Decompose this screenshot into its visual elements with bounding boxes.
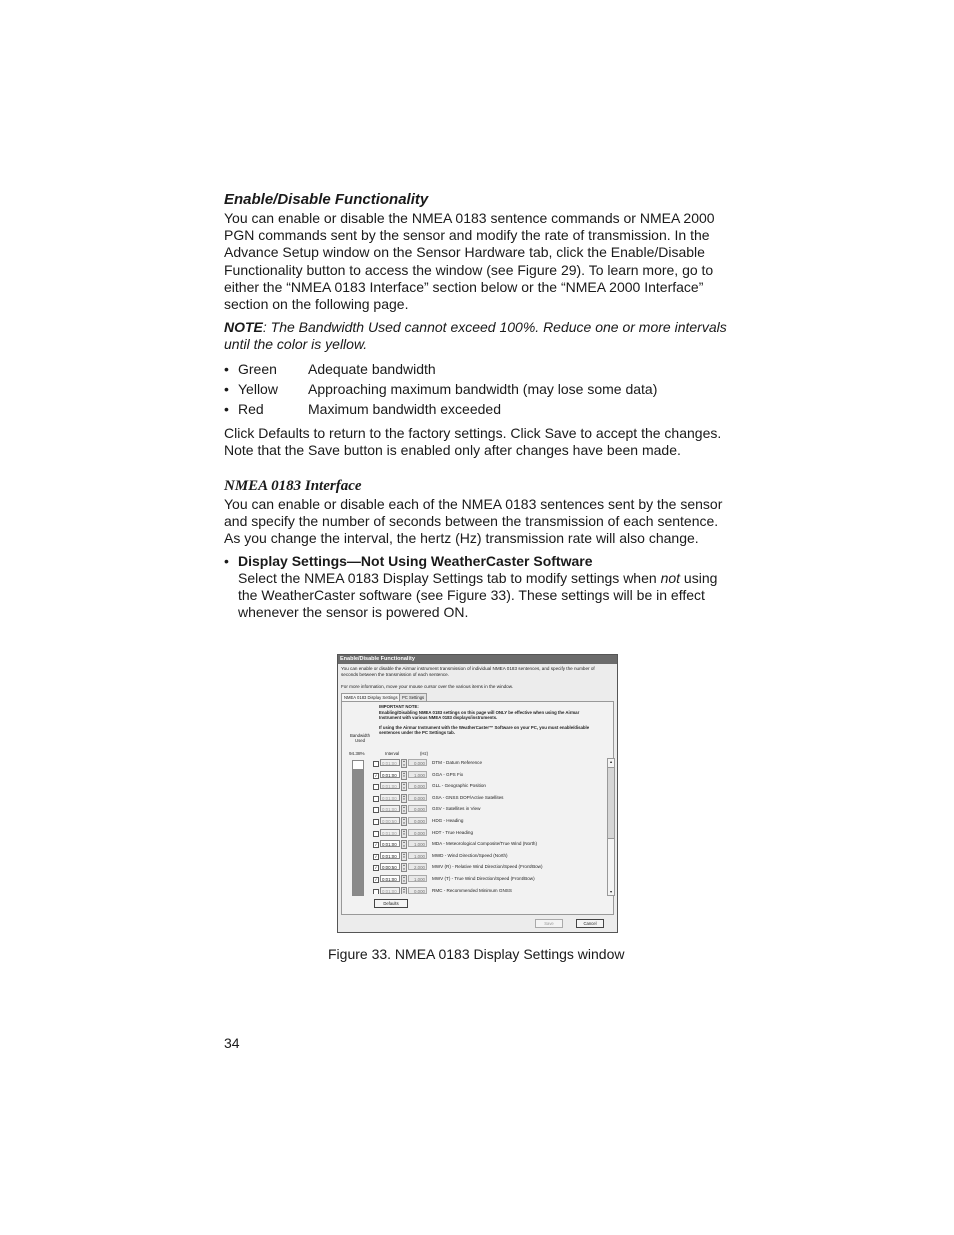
sentence-row [370, 804, 605, 816]
interval-input[interactable]: 0:01:00 [380, 852, 400, 859]
interval-spinner-icon[interactable]: ▴ ▾ [401, 875, 407, 884]
hz-readout: 1.000 [408, 875, 427, 882]
interval-input[interactable]: 0:01:00 [380, 782, 400, 789]
section-heading-nmea-0183: NMEA 0183 Interface [224, 478, 362, 494]
sentence-row [370, 781, 605, 793]
sentence-name: MDA - Meteorological Composite/True Wind (North) [432, 841, 538, 847]
hz-readout: 0.000 [408, 817, 427, 824]
bandwidth-bar-fill [353, 769, 363, 895]
sub-heading: Display Settings—Not Using WeatherCaster Software [238, 553, 593, 569]
interval-input[interactable]: 0:01:00 [380, 840, 400, 847]
sentence-name: HDG - Heading [432, 818, 464, 823]
sentence-row [370, 828, 605, 840]
interval-spinner-icon[interactable]: ▴ ▾ [401, 771, 407, 780]
sentence-name: MWV (R) - Relative Wind Direction/Speed (Front/Bow) [432, 864, 543, 870]
interval-input[interactable]: 0:01:00 [380, 771, 400, 778]
sentence-checkbox[interactable]: ✓ [374, 853, 378, 859]
scroll-down-icon[interactable]: ▼ [609, 890, 613, 894]
important-note-title: IMPORTANT NOTE: [379, 704, 419, 709]
hz-readout: 1.000 [408, 840, 427, 847]
figure-caption: Figure 33. NMEA 0183 Display Settings window [328, 946, 625, 962]
sentence-row [370, 862, 605, 874]
bullet-term: Green [238, 361, 277, 377]
save-button[interactable]: Save [535, 919, 563, 928]
column-interval: Interval [385, 751, 400, 756]
hz-readout: 0.000 [408, 805, 427, 812]
bullet-desc: Adequate bandwidth [308, 361, 436, 377]
hz-readout: 1.000 [408, 771, 427, 778]
bullet-term: Red [238, 401, 264, 417]
settings-panel [341, 701, 614, 915]
window-info: For more information, move your mouse cursor over the various items in the window. [341, 684, 514, 689]
interval-input[interactable]: 0:01:00 [380, 759, 400, 766]
hz-readout: 0.000 [408, 782, 427, 789]
hz-readout: 1.000 [408, 852, 427, 859]
sentence-checkbox[interactable] [373, 761, 379, 767]
sentence-checkbox[interactable]: ✓ [374, 842, 378, 848]
window-title: Enable/Disable Functionality [338, 655, 617, 664]
bullet-desc: Approaching maximum bandwidth (may lose some data) [308, 381, 658, 397]
bandwidth-value: 94.38% [349, 751, 365, 756]
window-intro: You can enable or disable the Airmar instrument transmission of individual NMEA 0183 sentences, and specify the number of seconds between the transmission of each sentence. [341, 666, 595, 677]
defaults-button[interactable]: Defaults [374, 899, 408, 908]
bullet-term: Yellow [238, 381, 278, 397]
sentence-checkbox[interactable] [373, 819, 379, 825]
interval-input[interactable]: 0:01:00 [380, 887, 400, 894]
important-note-line1: Enabling/Disabling NMEA 0183 settings on this page will ONLY be effective when using the Airmar Instrument with various NMEA 0183 displays/instruments. [379, 709, 580, 721]
sentence-checkbox[interactable] [373, 889, 379, 894]
interval-input[interactable]: 0:01:00 [380, 794, 400, 801]
sentence-name: DTM - Datum Reference [432, 760, 483, 765]
scroll-up-icon[interactable]: ▲ [609, 760, 613, 764]
page-number: 34 [224, 1035, 240, 1051]
sentence-name: MWD - Wind Direction/Speed (North) [432, 852, 508, 858]
sub-body-emphasis: not [660, 570, 681, 586]
sentence-row [370, 770, 605, 782]
interval-spinner-icon[interactable]: ▴ ▾ [401, 852, 407, 861]
tab-pc-settings[interactable]: PC Settings [399, 693, 427, 702]
sentence-name: HDT - True Heading [432, 829, 474, 835]
sentence-row [370, 816, 605, 828]
sentence-checkbox[interactable] [373, 784, 379, 790]
important-note-line2: If using the Airmar Instrument with the WeatherCaster™ Software on your PC, you must enable/disable sentences under the PC Settings tab. [379, 724, 590, 736]
hz-readout: 0.000 [408, 794, 427, 801]
interval-input[interactable]: 0:00:50 [380, 863, 400, 870]
interval-input[interactable]: 0:01:00 [380, 805, 400, 812]
sentence-name: GSA - GNSS DOP/Active Satellites [432, 794, 504, 800]
hz-readout: 2.000 [408, 863, 427, 870]
column-hz: (Hz) [420, 751, 429, 756]
interval-input[interactable]: 0:00:50 [380, 817, 400, 824]
section-heading-enable-disable: Enable/Disable Functionality [224, 191, 429, 208]
interval-input[interactable]: 0:01:00 [380, 875, 400, 882]
paragraph-defaults-save: Click Defaults to return to the factory settings. Click Save to accept the changes. Note that the Save button is enabled only after changes have been made. [224, 425, 722, 459]
sentence-name: GGA - GPS Fix [432, 771, 464, 777]
sentence-row [370, 886, 605, 894]
hz-readout: 0.000 [408, 829, 427, 836]
interval-spinner-icon[interactable]: ▴ ▾ [401, 794, 407, 803]
interval-spinner-icon[interactable]: ▴ ▾ [401, 887, 407, 894]
bandwidth-bar [352, 760, 364, 896]
bullet-desc: Maximum bandwidth exceeded [308, 401, 501, 417]
interval-spinner-icon[interactable]: ▴ ▾ [401, 817, 407, 826]
note-bandwidth [224, 319, 734, 353]
sentence-row [370, 874, 605, 886]
note-label: NOTE [224, 319, 263, 335]
sentence-checkbox[interactable]: ✓ [374, 865, 378, 871]
hz-readout: 0.000 [408, 759, 427, 766]
cancel-button[interactable]: Cancel [576, 919, 604, 928]
paragraph-display-settings [238, 570, 734, 622]
paragraph-enable-disable-intro: You can enable or disable the NMEA 0183 sentence commands or NMEA 2000 PGN commands sent by the sensor and modify the rate of transmission. In the Advance Setup window on the Sensor Hardware tab, click the Enable/Disable Functionality button to access the window (see Figure 29). To learn more, go to either the “NMEA 0183 Interface” section below or the “NMEA 2000 Interface” section on the following page. [224, 210, 715, 313]
scroll-thumb[interactable] [608, 767, 614, 839]
sentence-checkbox[interactable] [373, 807, 379, 813]
paragraph-nmea-0183-intro: You can enable or disable each of the NMEA 0183 sentences sent by the sensor and specify the number of seconds between the transmission of each sentence. As you change the interval, the hertz (Hz) transmission rate will also change. [224, 496, 723, 547]
tab-nmea-0183-display-settings[interactable]: NMEA 0183 Display Settings [341, 693, 401, 702]
sentence-checkbox[interactable] [373, 831, 379, 837]
sub-body-text: Select the NMEA 0183 Display Settings tab to modify settings when [238, 570, 661, 586]
hz-readout: 0.000 [408, 887, 427, 894]
bandwidth-label: Bandwidth Used [349, 733, 371, 744]
sub-body-text: using the WeatherCaster software (see Figure 33). These settings will be in effect whenever the sensor is powered ON. [238, 570, 718, 621]
interval-spinner-icon[interactable]: ▴ ▾ [401, 759, 407, 768]
sentence-row [370, 851, 605, 863]
sentence-checkbox[interactable]: ✓ [374, 772, 378, 778]
interval-spinner-icon[interactable]: ▴ ▾ [401, 782, 407, 791]
sentence-checkbox[interactable] [373, 796, 379, 802]
note-text: : The Bandwidth Used cannot exceed 100%. Reduce one or more intervals until the color is yellow. [224, 319, 727, 353]
interval-input[interactable]: 0:01:00 [380, 829, 400, 836]
bullet-display-settings: • Display Settings—Not Using WeatherCaster Software [224, 553, 593, 569]
interval-spinner-icon[interactable]: ▴ ▾ [401, 840, 407, 849]
interval-spinner-icon[interactable]: ▴ ▾ [401, 829, 407, 838]
interval-spinner-icon[interactable]: ▴ ▾ [401, 863, 407, 872]
interval-spinner-icon[interactable]: ▴ ▾ [401, 805, 407, 814]
sentence-checkbox[interactable]: ✓ [374, 877, 378, 882]
sentence-row [370, 793, 605, 805]
sentence-name: GLL - Geographic Position [432, 783, 486, 789]
sentence-list [370, 758, 605, 894]
sentence-name: GSV - Satellites in View [432, 806, 481, 812]
important-note [379, 704, 599, 736]
enable-disable-window [337, 654, 618, 933]
sentence-row [370, 758, 605, 770]
sentence-name: RMC - Recommended Minimum GNSS [432, 887, 512, 893]
sentence-row [370, 839, 605, 851]
sentence-name: MWV (T) - True Wind Direction/Speed (Front/Bow) [432, 876, 535, 881]
sentence-list-scrollbar[interactable] [607, 758, 615, 896]
